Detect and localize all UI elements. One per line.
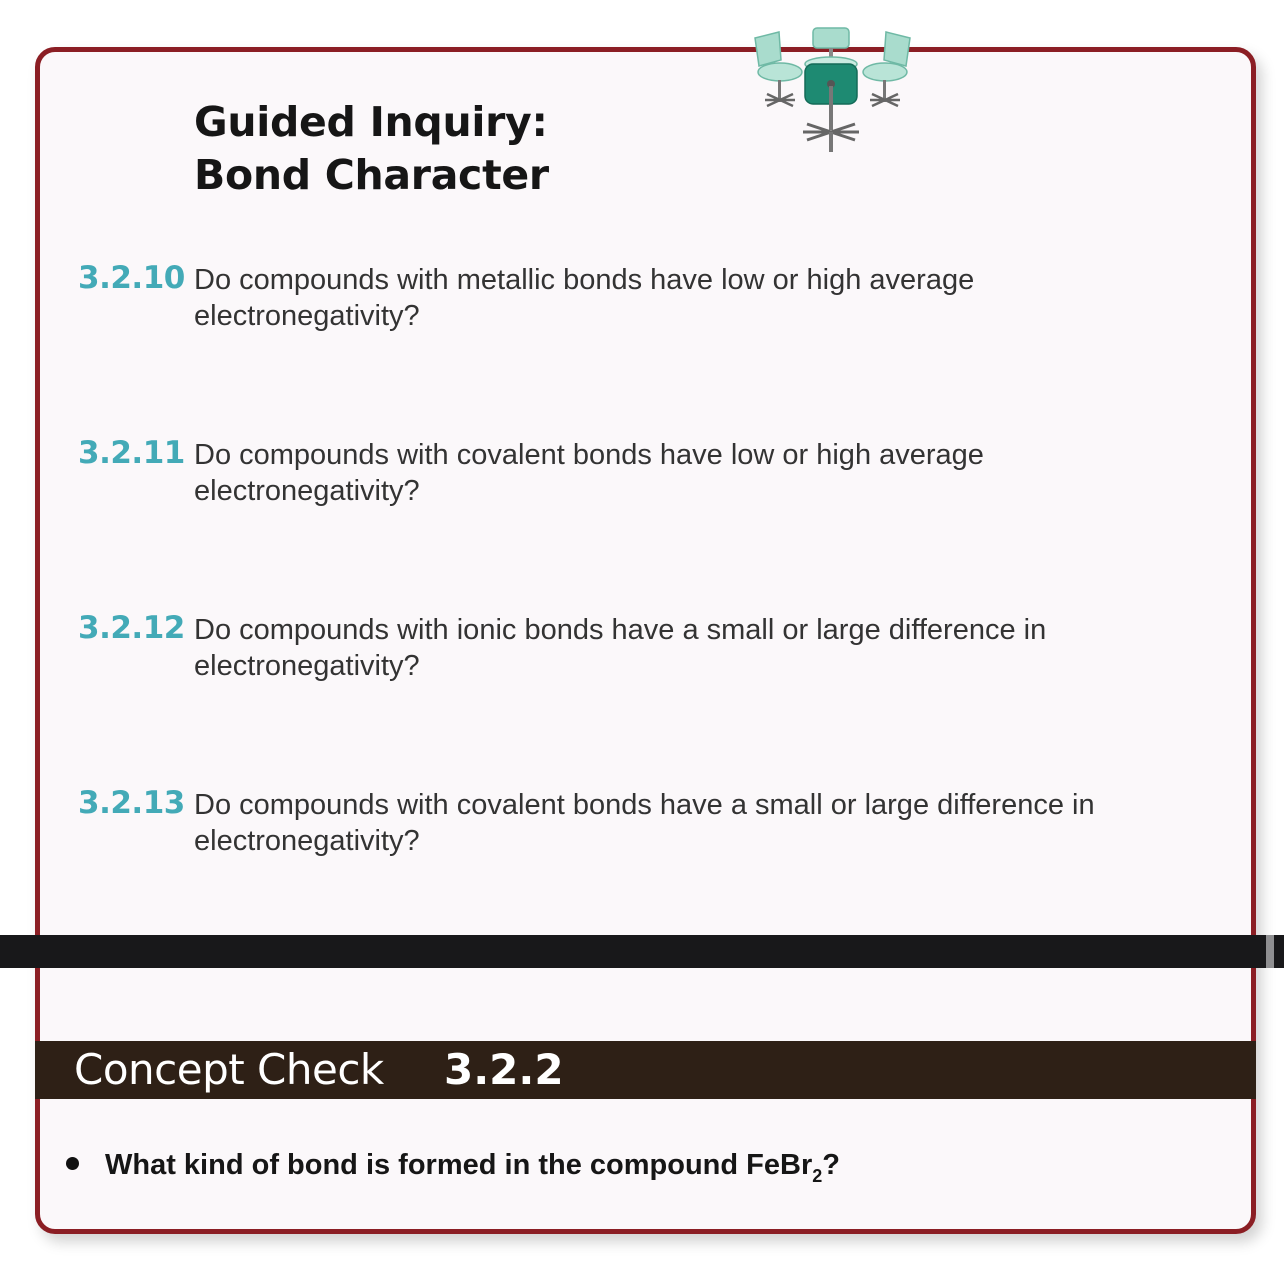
concept-question-end: ? — [822, 1149, 840, 1181]
question-text-line-1: Do compounds with ionic bonds have a small or large difference in — [194, 614, 1047, 646]
question-text-line-2: electronegativity? — [194, 650, 420, 682]
title-line-2: Bond Character — [194, 151, 549, 199]
chairs-around-table-icon — [745, 20, 920, 160]
split-divider[interactable] — [0, 935, 1284, 968]
question-text-line-1: Do compounds with metallic bonds have low or high average — [194, 264, 975, 296]
question-text — [194, 262, 1174, 334]
question-text-line-2: electronegativity? — [194, 300, 420, 332]
question-number: 3.2.13 — [78, 785, 185, 821]
concept-check-question — [105, 1146, 840, 1184]
bullet-icon — [66, 1157, 79, 1170]
title-line-1: Guided Inquiry: — [194, 98, 548, 146]
question-text — [194, 787, 1174, 859]
question-text — [194, 437, 1174, 509]
question-text-line-2: electronegativity? — [194, 475, 420, 507]
concept-check-header — [35, 1041, 1256, 1099]
concept-question-main: What kind of bond is formed in the compound FeBr — [105, 1149, 813, 1181]
concept-question-subscript: 2 — [812, 1166, 823, 1186]
concept-check-label: Concept Check — [74, 1045, 384, 1094]
question-text — [194, 612, 1174, 684]
page-title — [194, 96, 549, 202]
question-number: 3.2.12 — [78, 610, 185, 646]
question-number: 3.2.10 — [78, 260, 185, 296]
question-text-line-1: Do compounds with covalent bonds have low or high average — [194, 439, 984, 471]
divider-handle[interactable] — [1266, 935, 1274, 968]
question-text-line-1: Do compounds with covalent bonds have a small or large difference in — [194, 789, 1095, 821]
concept-check-number: 3.2.2 — [444, 1045, 564, 1094]
question-number: 3.2.11 — [78, 435, 185, 471]
question-text-line-2: electronegativity? — [194, 825, 420, 857]
